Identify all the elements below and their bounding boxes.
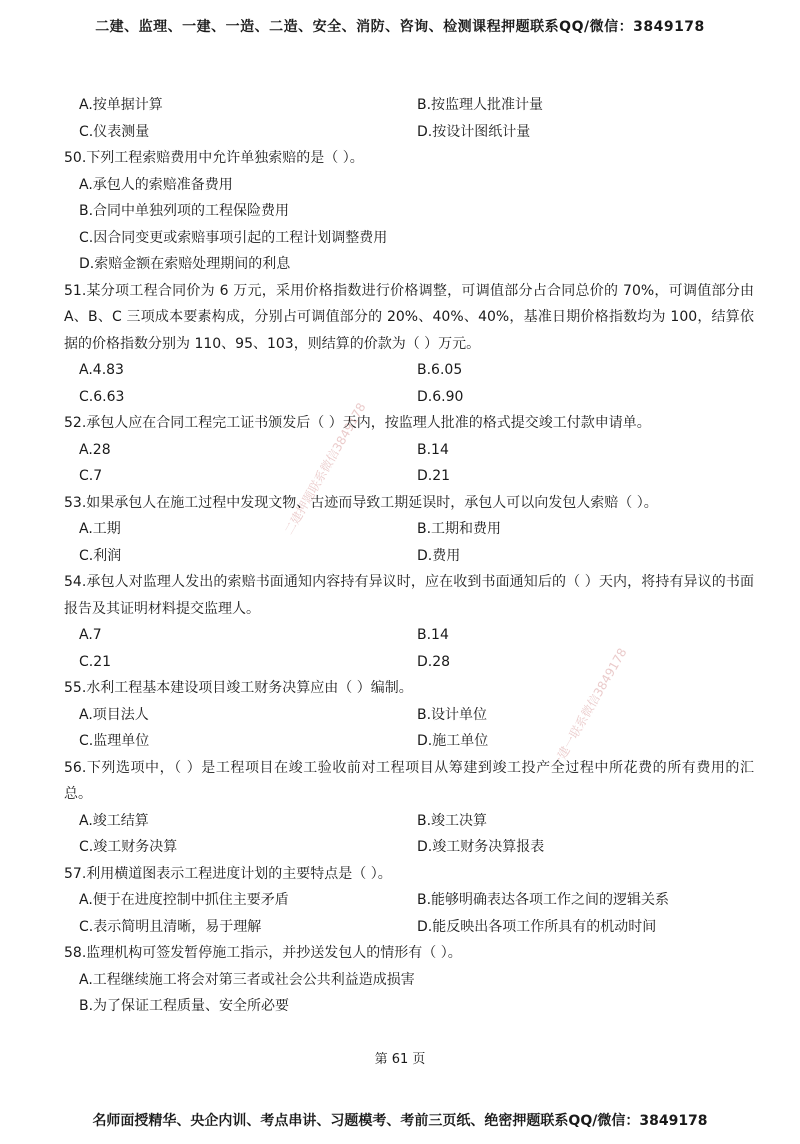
option: B.工期和费用 <box>417 521 502 537</box>
option: D.施工单位 <box>417 733 489 749</box>
options-row <box>64 92 754 119</box>
question-text: 55.水利工程基本建设项目竣工财务决算应由（ ）编制。 <box>64 680 413 696</box>
question-text: 52.承包人应在合同工程完工证书颁发后（ ）天内，按监理人批准的格式提交竣工付款申请单。 <box>64 415 651 431</box>
option: C.6.63 <box>79 388 125 405</box>
option: A.承包人的索赔准备费用 <box>79 176 233 193</box>
options-row <box>64 437 754 464</box>
options-row <box>64 834 754 861</box>
option: B.按监理人批准计量 <box>417 97 544 113</box>
options-row <box>64 357 754 384</box>
options-row <box>64 463 754 490</box>
option: B.14 <box>417 627 449 643</box>
option: C.表示简明且清晰，易于理解 <box>79 918 262 935</box>
watermark: 一建一联系微信3849178 <box>548 645 630 772</box>
options-row <box>64 702 754 729</box>
question-text: 57.利用横道图表示工程进度计划的主要特点是（ ）。 <box>64 865 392 882</box>
question-text: 51.某分项工程合同价为 6 万元，采用价格指数进行价格调整，可调值部分占合同总价的 70%，可调值部分由 A、B、C 三项成本要素构成，分别占可调值部分的 20%、40%、40%，基准日期价格指数均为 100，结算依据的价格指数分别为 110、95、103，则结算的价款为（ ）万元。 <box>64 282 754 352</box>
option: A.按单据计算 <box>79 97 163 113</box>
options-row <box>64 649 754 676</box>
option: C.竣工财务决算 <box>79 839 178 855</box>
option: C.因合同变更或索赔事项引起的工程计划调整费用 <box>79 229 388 246</box>
option: C.21 <box>79 653 112 670</box>
option: D.索赔金额在索赔处理期间的利息 <box>79 256 291 272</box>
option: B.为了保证工程质量、安全所必要 <box>79 998 290 1014</box>
options-row <box>64 914 754 941</box>
page-number: 第 61 页 <box>374 1052 426 1067</box>
options-row <box>64 622 754 649</box>
option: A.便于在进度控制中抓住主要矛盾 <box>79 892 289 908</box>
option: D.6.90 <box>417 388 464 405</box>
options-row <box>64 384 754 411</box>
option: A.28 <box>79 441 111 458</box>
option: C.监理单位 <box>79 733 150 749</box>
option: A.工程继续施工将会对第三者或社会公共利益造成损害 <box>79 971 415 988</box>
question-text: 54.承包人对监理人发出的索赔书面通知内容持有异议时，应在收到书面通知后的（ ）天内，将持有异议的书面报告及其证明材料提交监理人。 <box>64 574 754 617</box>
option: C.仪表测量 <box>79 123 150 140</box>
option: A.7 <box>79 627 102 643</box>
option: B.竣工决算 <box>417 812 488 829</box>
option: A.4.83 <box>79 362 124 378</box>
question-list <box>64 92 754 1020</box>
option: D.竣工财务决算报表 <box>417 839 545 855</box>
options-row <box>64 543 754 570</box>
option: C.利润 <box>79 547 122 564</box>
question-text: 56.下列选项中，（ ）是工程项目在竣工验收前对工程项目从筹建到竣工投产全过程中所花费的所有费用的汇总。 <box>64 759 754 802</box>
option: A.工期 <box>79 521 121 537</box>
option: D.按设计图纸计量 <box>417 123 531 140</box>
options-row <box>64 728 754 755</box>
question-text: 58.监理机构可签发暂停施工指示，并抄送发包人的情形有（ ）。 <box>64 945 462 961</box>
page-header: 二建、监理、一建、一造、二造、安全、消防、咨询、检测课程押题联系QQ/微信：3849178 <box>95 19 705 35</box>
option: B.合同中单独列项的工程保险费用 <box>79 203 290 219</box>
options-row <box>64 808 754 835</box>
option: D.费用 <box>417 547 461 564</box>
options-row <box>64 516 754 543</box>
page-footer: 名师面授精华、央企内训、考点串讲、习题模考、考前三页纸、绝密押题联系QQ/微信：3849178 <box>92 1113 708 1129</box>
watermark: 二建押题联系微信3849178 <box>281 400 369 537</box>
option: A.项目法人 <box>79 706 149 723</box>
option: D.能反映出各项工作所具有的机动时间 <box>417 918 657 935</box>
option: A.竣工结算 <box>79 812 149 829</box>
option: B.能够明确表达各项工作之间的逻辑关系 <box>417 892 670 908</box>
option: B.设计单位 <box>417 706 488 723</box>
option: B.14 <box>417 441 449 458</box>
question-text: 50.下列工程索赔费用中允许单独索赔的是（ ）。 <box>64 150 364 166</box>
option: C.7 <box>79 468 103 484</box>
option: D.28 <box>417 653 451 670</box>
options-row <box>64 887 754 914</box>
options-row <box>64 119 754 146</box>
option: D.21 <box>417 468 451 484</box>
option: B.6.05 <box>417 362 463 378</box>
question-text: 53.如果承包人在施工过程中发现文物、古迹而导致工期延误时，承包人可以向发包人索赔（ ）。 <box>64 494 658 511</box>
